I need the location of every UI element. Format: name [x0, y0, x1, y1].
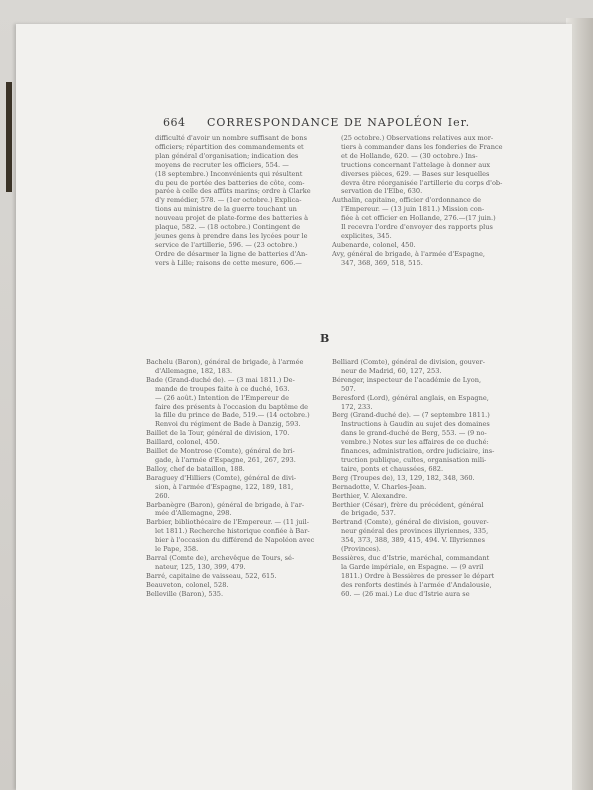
index-line: Barbier, bibliothécaire de l'Empereur. — (11 juil- [146, 518, 309, 527]
index-line: sion, à l'armée d'Espagne, 122, 189, 181, [155, 482, 294, 491]
index-line: mande de troupes faite à ce duché, 163. [155, 384, 290, 393]
index-line: Aubenarde, colonel, 450. [332, 240, 416, 249]
left-column-top [146, 134, 324, 268]
index-line: Berg (Grand-duché de). — (7 septembre 1811.) [332, 411, 490, 420]
index-line: Beresford (Lord), général anglais, en Espagne, [332, 393, 489, 402]
index-line: neur de Madrid, 60, 127, 253. [341, 366, 442, 375]
index-line: Baraguey d'Hilliers (Comte), général de divi- [146, 473, 297, 482]
index-line: le Pape, 358. [155, 545, 199, 554]
index-line: truction publique, cultes, organisation mili- [341, 455, 487, 464]
index-line: gade, à l'armée d'Espagne, 261, 267, 293. [155, 455, 296, 464]
index-line: d'Allemagne, 182, 183. [155, 366, 233, 375]
index-line: mée d'Allemagne, 298. [155, 509, 232, 518]
index-line: Berthier, V. Alexandre. [332, 491, 408, 500]
index-line: Authalin, capitaine, officier d'ordonnance de [332, 196, 482, 205]
index-line: Baillet de Montrose (Comte), général de bri- [146, 447, 295, 456]
index-line: Avy, général de brigade, à l'armée d'Espagne, [332, 249, 486, 258]
index-line: Il recevra l'ordre d'envoyer des rapports plus [341, 223, 493, 232]
book-spine-edge [6, 82, 12, 192]
index-line: plan général d'organisation; indication des [155, 151, 299, 160]
index-line: Barbanègre (Baron), général de brigade, à l'ar- [146, 500, 305, 509]
index-line: 507. [341, 384, 356, 393]
index-line: vers à Lille; raisons de cette mesure, 606.— [155, 258, 302, 267]
index-line: d'y remédier, 578. — (1er octobre.) Explica- [155, 196, 302, 205]
index-line: Berthier (César), frère du précédent, général [332, 500, 484, 509]
index-line: des renforts destinés à l'armée d'Andalousie, [341, 580, 492, 589]
index-line: Bérenger, inspecteur de l'académie de Lyon, [332, 375, 482, 384]
index-line: diverses pièces, 629. — Bases sur lesquelles [341, 169, 490, 178]
index-line: et de Hollande, 620. — (30 octobre.) Ins- [341, 151, 478, 160]
index-line: Berg (Troupes de), 13, 129, 182, 348, 360. [332, 473, 475, 482]
index-line: 260. [155, 491, 170, 500]
index-line: nouveau projet de plate-forme des batteries à [155, 214, 309, 223]
index-line: Barré, capitaine de vaisseau, 522, 615. [146, 571, 277, 580]
index-line: explicites, 345. [341, 231, 392, 240]
index-line: 354, 373, 388, 389, 415, 494. V. Illyriennes [341, 536, 485, 545]
index-line: bier à l'occasion du différend de Napoléon avec [155, 536, 315, 545]
index-line: Renvoi du régiment de Bade à Danzig, 593. [155, 420, 301, 429]
index-line: nateur, 125, 130, 399, 479. [155, 562, 246, 571]
index-line: plaque, 582. — (18 octobre.) Contingent de [155, 223, 301, 232]
index-line: service de l'artillerie, 596. — (23 octobre.) [155, 240, 298, 249]
index-line: jeunes gens à prendre dans les lycées pour le [155, 231, 308, 240]
page-header [163, 116, 518, 132]
index-line: (18 septembre.) Inconvénients qui résultent [155, 169, 303, 178]
index-line: officiers; répartition des commandements et [155, 142, 304, 151]
index-line: moyens de recruter les officiers, 554. — [155, 160, 289, 169]
index-line: vembre.) Notes sur les affaires de ce duché: [341, 438, 489, 447]
index-line: (Provinces). [341, 545, 381, 554]
index-line: fiée à cet officier en Hollande, 276.—(17 juin.) [341, 214, 496, 223]
index-line: finances, administration, ordre judiciaire, ins- [341, 447, 495, 456]
index-line: Belliard (Comte), général de division, gouver- [332, 358, 485, 366]
index-line: Instructions à Gaudin au sujet des domaines [341, 420, 490, 429]
index-line: Baillet de la Tour, général de division, 170. [146, 429, 290, 438]
index-line: 172, 233. [341, 402, 373, 411]
index-line: Bade (Grand-duché de). — (3 mai 1811.) De- [146, 375, 295, 384]
running-title: CORRESPONDANCE DE NAPOLÉON Ier. [207, 116, 471, 129]
index-line: du peu de portée des batteries de côte, com- [155, 178, 305, 187]
index-line: Bachelu (Baron), général de brigade, à l'armée [146, 358, 304, 366]
index-line: l'Empereur. — (13 juin 1811.) Mission con- [341, 205, 485, 214]
index-line: difficulté d'avoir un nombre suffisant de bons [155, 134, 308, 142]
index-line: servation de l'Elbe, 630. [341, 187, 423, 196]
left-column-bottom [146, 358, 324, 598]
index-line: tiers à commander dans les fonderies de France [341, 142, 503, 151]
index-line: neur général des provinces illyriennes, 335, [341, 527, 489, 536]
index-line: tructions concernant l'attelage à donner aux [341, 160, 491, 169]
index-line: Beauveton, colonel, 528. [146, 580, 229, 589]
index-line: Belleville (Baron), 535. [146, 589, 224, 598]
index-line: la Garde impériale, en Espagne. — (9 avril [341, 562, 484, 571]
index-line: Balloy, chef de bataillon, 188. [146, 464, 245, 473]
index-line: dans le grand-duché de Berg, 553. — (9 no- [341, 429, 487, 438]
page-number: 664 [163, 116, 186, 129]
index-line: Barral (Comte de), archevêque de Tours, sé- [146, 553, 295, 562]
index-line: (25 octobre.) Observations relatives aux mor- [341, 134, 494, 142]
index-line: 60. — (26 mai.) Le duc d'Istrie aura se [341, 589, 470, 598]
index-line: la fille du prince de Bade, 519.— (14 octobre.) [155, 411, 310, 420]
index-line: parée à celle des affûts marins; ordre à Clarke [155, 187, 311, 196]
section-letter: B [320, 332, 330, 345]
right-column-top [332, 134, 512, 268]
index-line: de brigade, 537. [341, 509, 396, 518]
index-line: devra être réorganisée l'artillerie du corps d'ob- [341, 178, 503, 187]
index-line: let 1811.) Recherche historique confiée à Bar- [155, 527, 310, 536]
index-line: faire des présents à l'occasion du baptême de [155, 402, 309, 411]
index-line: — (26 août.) Intention de l'Empereur de [155, 393, 290, 402]
index-line: 347, 368, 369, 518, 515. [341, 258, 423, 267]
right-column-bottom [332, 358, 512, 598]
index-line: 1811.) Ordre à Bessières de presser le départ [341, 571, 495, 580]
index-line: Baillard, colonel, 450. [146, 438, 220, 447]
index-line: Bernadotte, V. Charles-Jean. [332, 482, 427, 491]
index-line: taire, ponts et chaussées, 682. [341, 464, 444, 473]
index-line: Bertrand (Comte), général de division, gouver- [332, 518, 489, 527]
index-line: Bessières, duc d'Istrie, maréchal, commandant [332, 553, 490, 562]
index-line: Ordre de désarmer la ligne de batteries d'An- [155, 249, 308, 258]
index-line: tions au ministre de la guerre touchant un [155, 205, 297, 214]
